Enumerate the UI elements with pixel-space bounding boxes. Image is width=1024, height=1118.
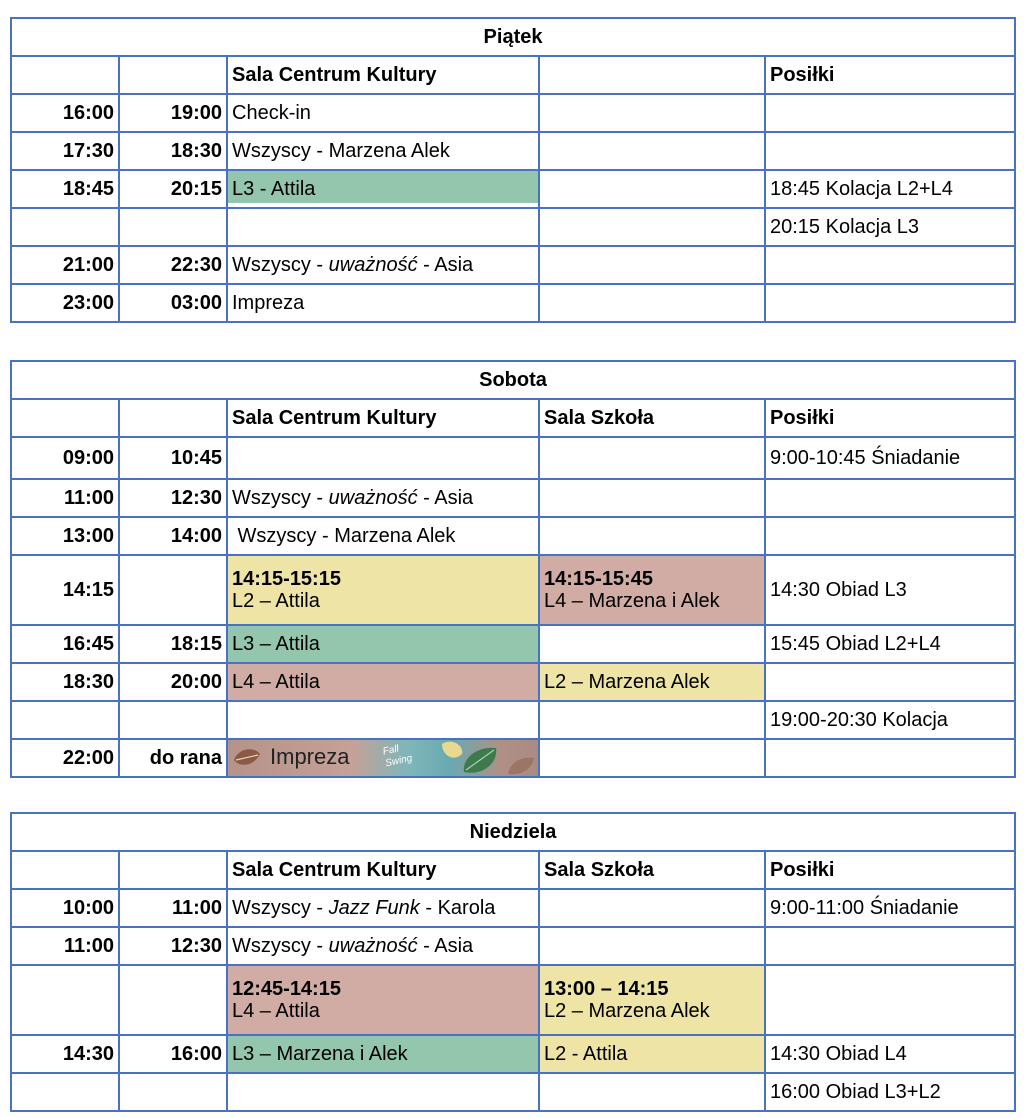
table-row	[11, 555, 1015, 625]
meal: 15:45 Obiad L2+L4	[765, 625, 1015, 663]
start-time: 21:00	[11, 246, 119, 284]
end-time: 03:00	[119, 284, 227, 322]
start-time: 23:00	[11, 284, 119, 322]
start-time: 16:00	[11, 94, 119, 132]
cell-empty	[11, 851, 119, 889]
meals-header: Posiłki	[765, 56, 1015, 94]
meal	[765, 927, 1015, 965]
party-banner	[227, 739, 539, 777]
room1-header: Sala Centrum Kultury	[227, 851, 539, 889]
table-row	[11, 94, 1015, 132]
end-time	[119, 208, 227, 246]
room2-event	[539, 170, 765, 208]
end-time: 18:15	[119, 625, 227, 663]
meal	[765, 284, 1015, 322]
start-time	[11, 965, 119, 1035]
meals-header: Posiłki	[765, 399, 1015, 437]
fall-swing-logo: Fall Swing	[381, 743, 414, 770]
event-topic: uważność	[328, 487, 418, 509]
event-prefix: Wszyscy -	[232, 897, 329, 919]
table-row	[11, 739, 1015, 777]
room1-event	[227, 1073, 539, 1111]
end-time: 19:00	[119, 94, 227, 132]
meal: 9:00-11:00 Śniadanie	[765, 889, 1015, 927]
meal: 20:15 Kolacja L3	[765, 208, 1015, 246]
table-row	[11, 246, 1015, 284]
meal	[765, 663, 1015, 701]
room1-event	[227, 889, 539, 927]
table-row	[11, 517, 1015, 555]
room2-event	[539, 246, 765, 284]
start-time: 18:45	[11, 170, 119, 208]
party-label: Impreza	[270, 744, 350, 769]
schedule-friday	[10, 17, 1016, 323]
meal	[765, 479, 1015, 517]
room1-event: Wszyscy - Marzena Alek	[227, 132, 539, 170]
leaf-icon	[232, 746, 262, 770]
end-time: do rana	[119, 739, 227, 777]
event-topic: Jazz Funk	[328, 897, 420, 919]
table-row	[11, 625, 1015, 663]
meal	[765, 246, 1015, 284]
table-row	[11, 437, 1015, 479]
event-title: L4 – Marzena i Alek	[544, 590, 720, 612]
start-time: 16:45	[11, 625, 119, 663]
room2-header	[539, 56, 765, 94]
event-teacher: - Asia	[417, 487, 474, 509]
room1-event	[227, 208, 539, 246]
room1-event: Check-in	[227, 94, 539, 132]
room2-event: L2 - Attila	[539, 1035, 765, 1073]
meal	[765, 132, 1015, 170]
schedule-saturday	[10, 360, 1016, 778]
room2-event	[539, 555, 765, 625]
cell-empty	[119, 399, 227, 437]
end-time	[119, 555, 227, 625]
end-time: 20:15	[119, 170, 227, 208]
meal: 14:30 Obiad L4	[765, 1035, 1015, 1073]
start-time	[11, 1073, 119, 1111]
event-time: 14:15-15:15	[232, 568, 341, 590]
meal: 16:00 Obiad L3+L2	[765, 1073, 1015, 1111]
day-title: Sobota	[11, 361, 1015, 399]
room2-event: L2 – Marzena Alek	[539, 663, 765, 701]
start-time: 22:00	[11, 739, 119, 777]
room1-event	[227, 927, 539, 965]
header-row	[11, 399, 1015, 437]
schedule-sunday	[10, 812, 1016, 1112]
room2-event	[539, 208, 765, 246]
meal	[765, 965, 1015, 1035]
event-topic: uważność	[328, 254, 418, 276]
room1-event: L4 – Attila	[227, 663, 539, 701]
meal	[765, 517, 1015, 555]
end-time	[119, 701, 227, 739]
brown-leaf-icon	[506, 754, 536, 776]
room1-event	[227, 246, 539, 284]
room2-event	[539, 437, 765, 479]
room2-event	[539, 1073, 765, 1111]
end-time: 12:30	[119, 479, 227, 517]
meal	[765, 739, 1015, 777]
event-teacher: - Karola	[419, 897, 496, 919]
green-leaf-icon	[460, 744, 500, 776]
table-row	[11, 701, 1015, 739]
room2-event	[539, 94, 765, 132]
start-time: 10:00	[11, 889, 119, 927]
end-time: 20:00	[119, 663, 227, 701]
table-row	[11, 889, 1015, 927]
meal	[765, 94, 1015, 132]
end-time: 14:00	[119, 517, 227, 555]
meal: 19:00-20:30 Kolacja	[765, 701, 1015, 739]
start-time: 13:00	[11, 517, 119, 555]
room2-event	[539, 479, 765, 517]
table-row	[11, 284, 1015, 322]
room2-header: Sala Szkoła	[539, 399, 765, 437]
end-time: 16:00	[119, 1035, 227, 1073]
table-row	[11, 663, 1015, 701]
end-time	[119, 1073, 227, 1111]
room2-event	[539, 739, 765, 777]
table-row	[11, 208, 1015, 246]
room1-event: L3 - Attila	[227, 170, 539, 208]
event-time: 14:15-15:45	[544, 568, 653, 590]
room1-event: L3 – Attila	[227, 625, 539, 663]
table-row	[11, 927, 1015, 965]
room2-event	[539, 927, 765, 965]
room1-event: Impreza	[227, 284, 539, 322]
meal: 18:45 Kolacja L2+L4	[765, 170, 1015, 208]
event-title: L2 – Marzena Alek	[544, 1000, 710, 1022]
start-time: 14:15	[11, 555, 119, 625]
room2-header: Sala Szkoła	[539, 851, 765, 889]
table-row	[11, 1035, 1015, 1073]
start-time	[11, 208, 119, 246]
room2-event	[539, 132, 765, 170]
cell-empty	[119, 851, 227, 889]
table-row	[11, 1073, 1015, 1111]
room1-event	[227, 555, 539, 625]
event-title: L2 – Attila	[232, 590, 320, 612]
event-prefix: Wszyscy -	[232, 487, 329, 509]
meal: 9:00-10:45 Śniadanie	[765, 437, 1015, 479]
start-time: 17:30	[11, 132, 119, 170]
room1-event	[227, 479, 539, 517]
table-row	[11, 479, 1015, 517]
event-prefix: Wszyscy -	[232, 935, 329, 957]
start-time: 11:00	[11, 479, 119, 517]
room1-event	[227, 437, 539, 479]
start-time: 11:00	[11, 927, 119, 965]
cell-empty	[119, 56, 227, 94]
room2-event	[539, 889, 765, 927]
table-row	[11, 170, 1015, 208]
day-title: Piątek	[11, 18, 1015, 56]
room1-header: Sala Centrum Kultury	[227, 56, 539, 94]
room2-event	[539, 701, 765, 739]
event-topic: uważność	[328, 935, 418, 957]
cell-empty	[11, 56, 119, 94]
start-time: 18:30	[11, 663, 119, 701]
table-row	[11, 965, 1015, 1035]
room1-event: Wszyscy - Marzena Alek	[227, 517, 539, 555]
room1-event: L3 – Marzena i Alek	[227, 1035, 539, 1073]
event-teacher: - Asia	[417, 254, 474, 276]
event-time: 13:00 – 14:15	[544, 978, 669, 1000]
meals-header: Posiłki	[765, 851, 1015, 889]
room2-event	[539, 965, 765, 1035]
start-time: 09:00	[11, 437, 119, 479]
room2-event	[539, 625, 765, 663]
room1-event	[227, 965, 539, 1035]
end-time: 10:45	[119, 437, 227, 479]
room1-header: Sala Centrum Kultury	[227, 399, 539, 437]
header-row	[11, 851, 1015, 889]
room2-event	[539, 284, 765, 322]
table-row	[11, 132, 1015, 170]
cell-empty	[11, 399, 119, 437]
event-prefix: Wszyscy -	[232, 254, 329, 276]
end-time: 11:00	[119, 889, 227, 927]
end-time: 22:30	[119, 246, 227, 284]
room2-event	[539, 517, 765, 555]
event-time: 12:45-14:15	[232, 978, 341, 1000]
event-teacher: - Asia	[417, 935, 474, 957]
room1-event	[227, 701, 539, 739]
end-time	[119, 965, 227, 1035]
start-time	[11, 701, 119, 739]
start-time: 14:30	[11, 1035, 119, 1073]
event-title: L4 – Attila	[232, 1000, 320, 1022]
day-title: Niedziela	[11, 813, 1015, 851]
end-time: 12:30	[119, 927, 227, 965]
end-time: 18:30	[119, 132, 227, 170]
header-row	[11, 56, 1015, 94]
meal: 14:30 Obiad L3	[765, 555, 1015, 625]
